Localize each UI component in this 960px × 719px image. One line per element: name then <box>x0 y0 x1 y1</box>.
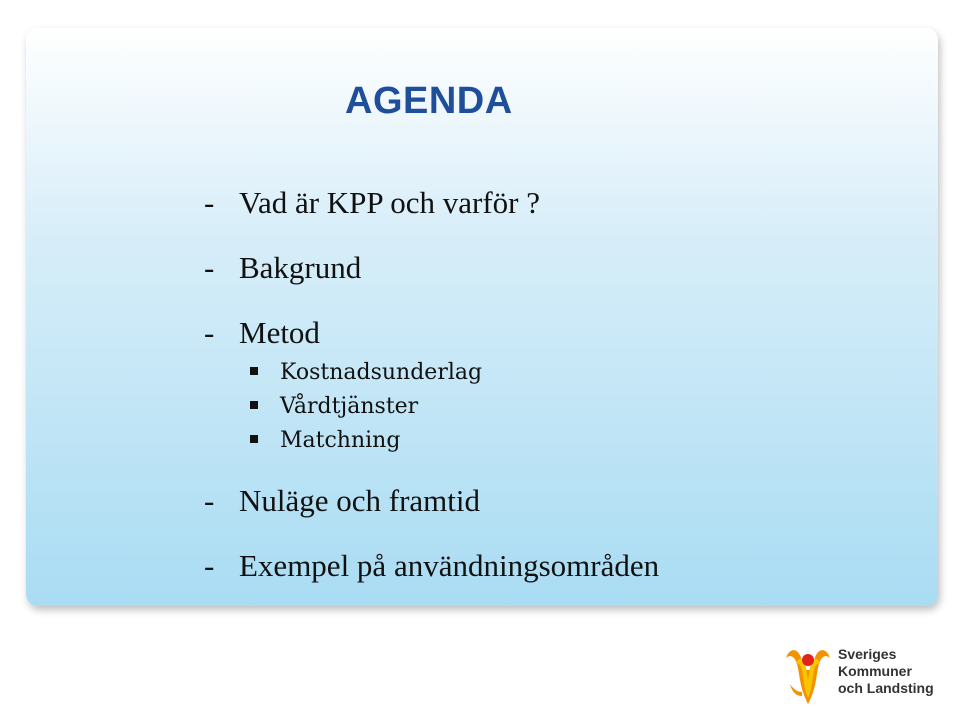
agenda-item <box>204 250 361 286</box>
agenda-item-text: Nuläge och framtid <box>239 483 481 518</box>
logo-wordmark <box>838 646 934 697</box>
agenda-item-text: Vad är KPP och varför ? <box>239 185 541 220</box>
agenda-subitem-text: Kostnadsunderlag <box>280 360 483 385</box>
logo-line: och Landsting <box>838 680 934 696</box>
square-bullet-icon <box>250 401 258 409</box>
square-bullet-icon <box>250 367 258 375</box>
agenda-item <box>204 548 659 584</box>
dash-marker: - <box>204 250 215 285</box>
agenda-item-text: Exempel på användningsområden <box>239 548 660 583</box>
agenda-item-text: Metod <box>239 315 320 350</box>
agenda-subitem <box>250 394 418 419</box>
agenda-item <box>204 315 320 351</box>
agenda-item <box>204 483 480 519</box>
square-bullet-icon <box>250 435 258 443</box>
slide-title: AGENDA <box>345 80 513 122</box>
dash-marker: - <box>204 548 215 583</box>
dash-marker: - <box>204 185 215 220</box>
agenda-subitem <box>250 428 400 453</box>
agenda-subitem-text: Matchning <box>280 428 401 453</box>
dash-marker: - <box>204 483 215 518</box>
agenda-subitem-text: Vårdtjänster <box>280 394 419 419</box>
dash-marker: - <box>204 315 215 350</box>
agenda-item <box>204 185 540 221</box>
logo-line: Sveriges <box>838 646 897 662</box>
skl-figure-logo-icon <box>780 640 836 706</box>
agenda-subitem <box>250 360 482 385</box>
skl-logo <box>780 640 940 706</box>
logo-line: Kommuner <box>838 663 912 679</box>
agenda-item-text: Bakgrund <box>239 250 362 285</box>
